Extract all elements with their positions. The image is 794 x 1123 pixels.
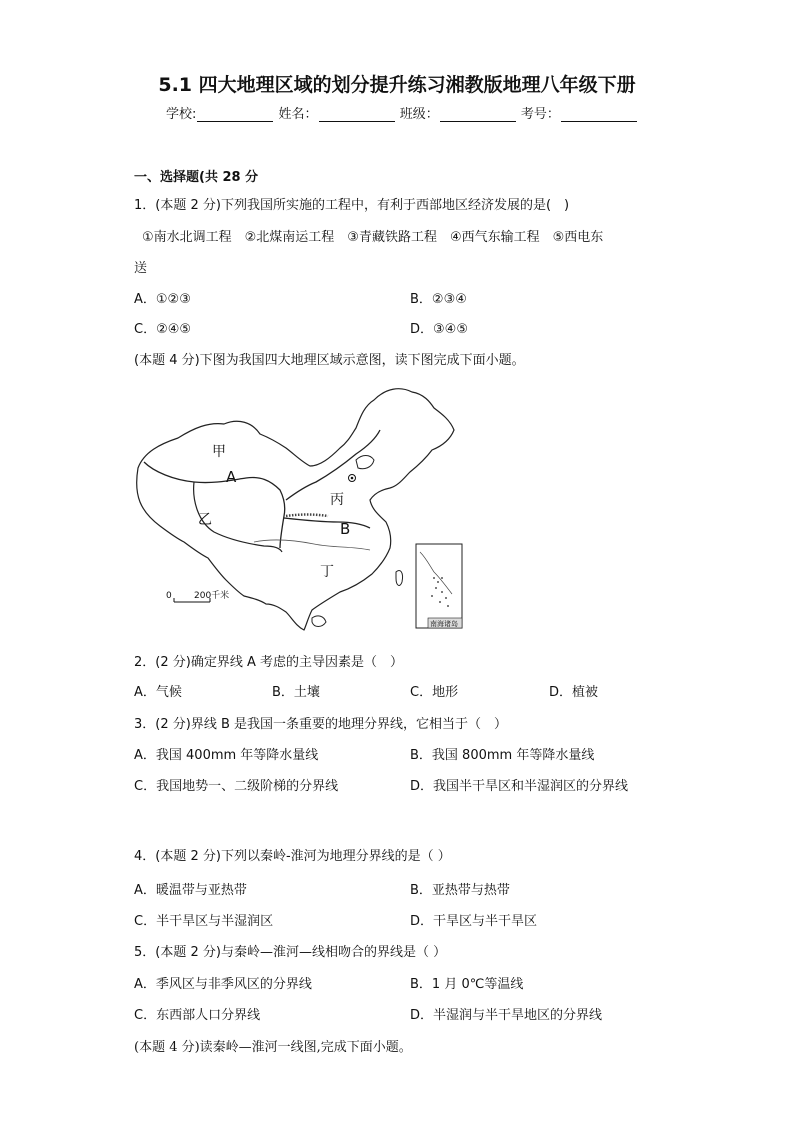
q1-option-b[interactable]: B．②③④ (410, 292, 467, 307)
student-info-line (166, 103, 638, 122)
q5-option-b[interactable]: B．1 月 0℃等温线 (410, 977, 524, 992)
inset-frame (416, 544, 462, 628)
q2-option-a[interactable]: A．气候 (134, 685, 182, 700)
label-line-b: B (340, 520, 351, 538)
taiwan-island (396, 570, 403, 585)
q1-stem: 1．(本题 2 分)下列我国所实施的工程中，有利于西部地区经济发展的是( ) (134, 198, 570, 213)
q4-option-d[interactable]: D．干旱区与半干旱区 (410, 914, 538, 929)
exam-no-blank[interactable] (561, 108, 637, 122)
china-outline (137, 389, 454, 630)
hainan-island (312, 616, 326, 627)
scale-zero: 0 (166, 591, 172, 601)
q1-option-d[interactable]: D．③④⑤ (410, 322, 468, 337)
boundary-north (286, 430, 380, 500)
q4-option-b[interactable]: B．亚热带与热带 (410, 883, 510, 898)
section-heading: 一、选择题(共 28 分 (134, 170, 259, 185)
q5-option-c[interactable]: C．东西部人口分界线 (134, 1008, 261, 1023)
bohai-bay (356, 456, 374, 469)
label-bing: 丙 (330, 492, 344, 508)
yangtze-river (254, 540, 370, 550)
china-regions-map (134, 382, 464, 632)
q3-stem: 3．(2 分)界线 B 是我国一条重要的地理分界线，它相当于（ ） (134, 717, 508, 732)
q2-option-d[interactable]: D．植被 (549, 685, 599, 700)
scale-label: 200千米 (194, 591, 230, 601)
boundary-a (144, 462, 285, 548)
school-blank[interactable] (197, 108, 273, 122)
inset-label: 南海诸岛 (430, 620, 458, 628)
label-line-a: A (226, 468, 237, 486)
intro-next-questions: (本题 4 分)读秦岭—淮河一线图,完成下面小题。 (134, 1040, 412, 1055)
intro-q2-q3: (本题 4 分)下图为我国四大地理区域示意图，读下图完成下面小题。 (134, 353, 525, 368)
q4-option-a[interactable]: A．暖温带与亚热带 (134, 883, 247, 898)
school-label: 学校: (166, 107, 197, 122)
boundary-b (284, 518, 370, 528)
q4-option-c[interactable]: C．半干旱区与半湿润区 (134, 914, 274, 929)
q5-stem: 5．(本题 2 分)与秦岭—淮河—线相吻合的界线是（ ） (134, 945, 447, 960)
name-label: 姓名： (278, 107, 318, 122)
inset-islands (431, 577, 449, 607)
label-yi: 乙 (198, 512, 212, 528)
q1-items-line2: 送 (134, 261, 148, 276)
exam-no-label: 考号： (520, 107, 560, 122)
label-ding: 丁 (320, 564, 334, 580)
q3-option-a[interactable]: A．我国 400mm 年等降水量线 (134, 748, 319, 763)
q1-option-c[interactable]: C．②④⑤ (134, 322, 192, 337)
q3-option-c[interactable]: C．我国地势一、二级阶梯的分界线 (134, 779, 339, 794)
class-blank[interactable] (440, 108, 516, 122)
q4-stem: 4．(本题 2 分)下列以秦岭-淮河为地理分界线的是（ ） (134, 849, 451, 864)
q3-option-b[interactable]: B．我国 800mm 年等降水量线 (410, 748, 595, 763)
q1-items-line1: ①南水北调工程 ②北煤南运工程 ③青藏铁路工程 ④西气东输工程 ⑤西电东 (142, 230, 604, 245)
q1-option-a[interactable]: A．①②③ (134, 292, 191, 307)
q2-option-b[interactable]: B．土壤 (272, 685, 320, 700)
q2-option-c[interactable]: C．地形 (410, 685, 459, 700)
name-blank[interactable] (319, 108, 395, 122)
qinling-hatch (286, 515, 328, 517)
page-title: 5.1 四大地理区域的划分提升练习湘教版地理八年级下册 (158, 74, 636, 96)
q5-option-a[interactable]: A．季风区与非季风区的分界线 (134, 977, 312, 992)
q2-stem: 2．(2 分)确定界线 A 考虑的主导因素是（ ） (134, 655, 403, 670)
class-label: 班级： (399, 107, 439, 122)
label-jia: 甲 (212, 444, 226, 460)
q5-option-d[interactable]: D．半湿润与半干旱地区的分界线 (410, 1008, 603, 1023)
q3-option-d[interactable]: D．我国半干旱区和半湿润区的分界线 (410, 779, 629, 794)
